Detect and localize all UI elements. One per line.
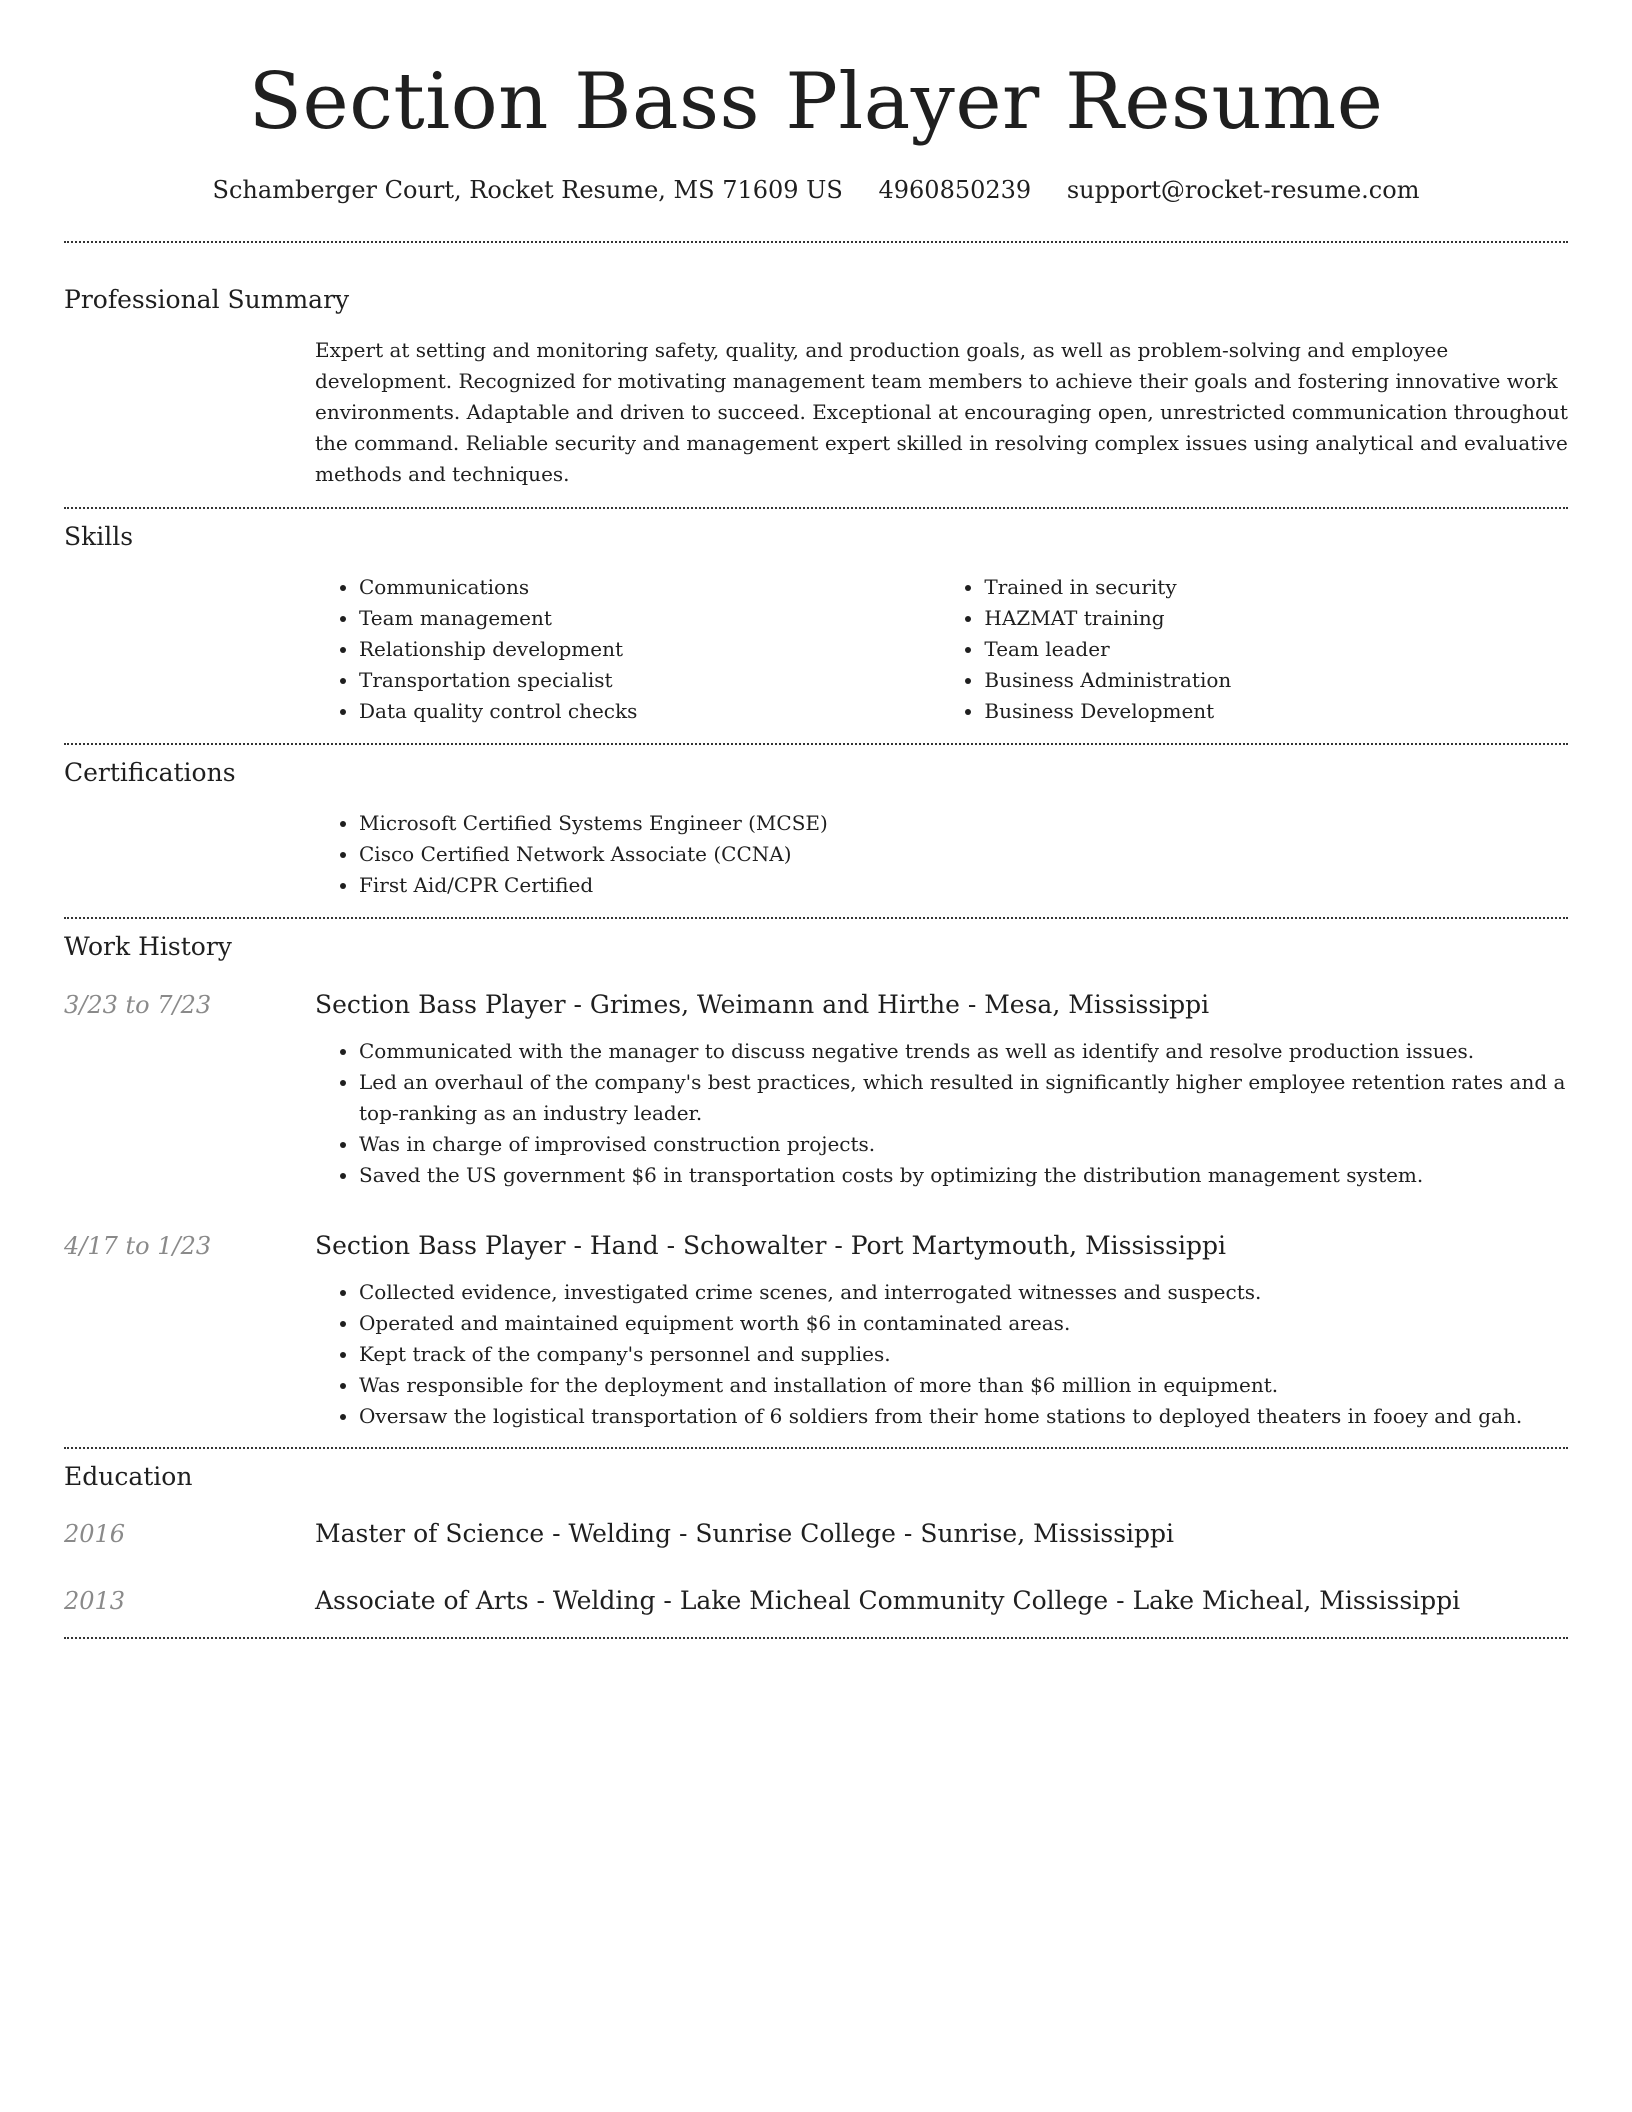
skill-item: • Team management (359, 603, 897, 634)
section-divider (64, 743, 1568, 745)
certification-item: • Microsoft Certified Systems Engineer (MCSE) (359, 808, 1568, 839)
section-divider (64, 1447, 1568, 1449)
skill-item: • Trained in security (984, 572, 1568, 603)
skill-item: • Business Development (984, 696, 1568, 727)
job-bullet: • Led an overhaul of the company's best practices, which resulted in significantly higher employee retention rates and a top-ranking as an industry leader. (359, 1067, 1568, 1129)
skill-item: • Business Administration (984, 665, 1568, 696)
resume-title: Section Bass Player Resume (248, 57, 1384, 147)
skill-item: • HAZMAT training (984, 603, 1568, 634)
job-bullet: • Collected evidence, investigated crime scenes, and interrogated witnesses and suspects. (359, 1277, 1568, 1308)
job-bullet: • Communicated with the manager to discuss negative trends as well as identify and resolve production issues. (359, 1036, 1568, 1067)
skill-item: • Team leader (984, 634, 1568, 665)
skills-list-left (315, 572, 897, 727)
job-entry (64, 1229, 1568, 1432)
skill-item: • Transportation specialist (359, 665, 897, 696)
certification-item: • Cisco Certified Network Associate (CCNA) (359, 839, 1568, 870)
contact-line (64, 172, 1568, 208)
job-headline: Section Bass Player - Grimes, Weimann and Hirthe - Mesa, Mississippi (315, 990, 1210, 1019)
skills-heading: Skills (64, 522, 134, 551)
education-heading: Education (64, 1462, 193, 1491)
certifications-block (315, 808, 1568, 901)
education-entry (64, 1584, 1568, 1618)
certifications-list (315, 808, 1568, 901)
skill-item: • Relationship development (359, 634, 897, 665)
certification-item: • First Aid/CPR Certified (359, 870, 1568, 901)
job-bullets (315, 1036, 1568, 1191)
skills-block (315, 572, 1568, 727)
job-entry (64, 988, 1568, 1191)
job-bullets (315, 1277, 1568, 1432)
job-dates: 4/17 to 1/23 (64, 1232, 212, 1260)
education-headline: Associate of Arts - Welding - Lake Micheal Community College - Lake Micheal, Mississippi (315, 1586, 1461, 1615)
job-headline: Section Bass Player - Hand - Schowalter - Port Martymouth, Mississippi (315, 1231, 1226, 1260)
job-bullet: • Was in charge of improvised construction projects. (359, 1129, 1568, 1160)
education-year: 2013 (64, 1587, 126, 1615)
contact-email: support@rocket-resume.com (1066, 176, 1420, 204)
education-headline: Master of Science - Welding - Sunrise College - Sunrise, Mississippi (315, 1519, 1175, 1548)
section-divider (64, 241, 1568, 243)
job-bullet: • Was responsible for the deployment and installation of more than $6 million in equipment. (359, 1370, 1568, 1401)
job-bullet: • Saved the US government $6 in transportation costs by optimizing the distribution management system. (359, 1160, 1568, 1191)
contact-phone: 4960850239 (878, 176, 1032, 204)
skill-item: • Communications (359, 572, 897, 603)
skills-list-right (940, 572, 1568, 727)
section-divider (64, 1637, 1568, 1639)
work-history-heading: Work History (64, 932, 232, 961)
skill-item: • Data quality control checks (359, 696, 897, 727)
contact-address: Schamberger Court, Rocket Resume, MS 71609 US (212, 176, 843, 204)
certifications-heading: Certifications (64, 758, 236, 787)
section-divider (64, 507, 1568, 509)
summary-heading: Professional Summary (64, 285, 350, 314)
education-year: 2016 (64, 1520, 126, 1548)
section-divider (64, 917, 1568, 919)
education-entry (64, 1517, 1568, 1551)
job-bullet: • Kept track of the company's personnel and supplies. (359, 1339, 1568, 1370)
job-bullet: • Oversaw the logistical transportation of 6 soldiers from their home stations to deployed theaters in fooey and gah. (359, 1401, 1568, 1432)
job-bullet: • Operated and maintained equipment worth $6 in contaminated areas. (359, 1308, 1568, 1339)
job-dates: 3/23 to 7/23 (64, 991, 212, 1019)
summary-text: Expert at setting and monitoring safety, quality, and production goals, as well as problem-solving and employee development. Recognized for motivating management team members to achieve their goals and fostering innovative work environments. Adaptable and driven to succeed. Exceptional at encouraging open, unrestricted communication throughout the command. Reliable security and management expert skilled in resolving complex issues using analytical and evaluative methods and techniques. (315, 338, 1568, 486)
resume-page (64, 0, 1568, 1639)
